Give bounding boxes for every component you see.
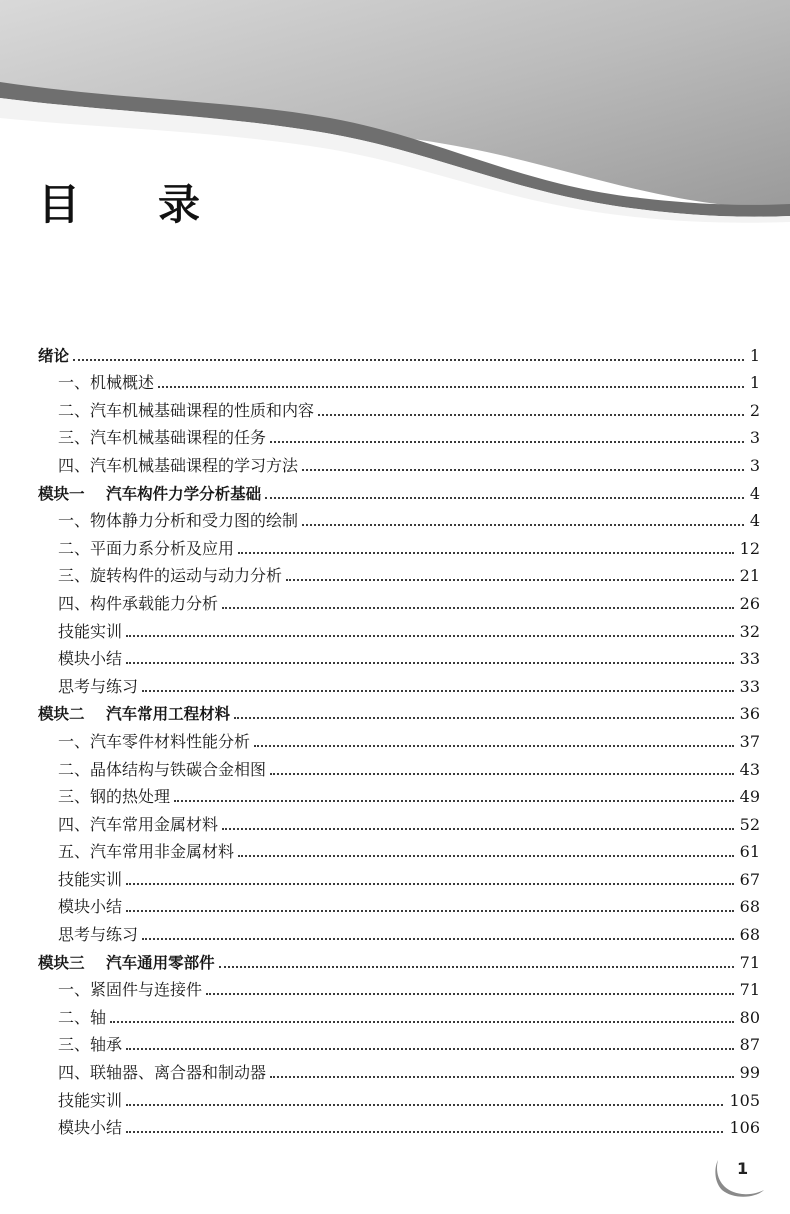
toc-entry-label: 模块小结	[58, 649, 123, 669]
toc-entry-page: 36	[739, 704, 760, 724]
toc-entry-page: 1	[749, 373, 760, 393]
toc-entry-page: 3	[749, 455, 760, 475]
toc-entry[interactable]	[38, 917, 760, 945]
toc-entry-page: 4	[749, 483, 760, 503]
dot-leader	[73, 359, 744, 361]
dot-leader	[302, 524, 744, 526]
toc-entry[interactable]	[38, 531, 760, 559]
toc-entry-page: 80	[739, 1007, 760, 1027]
dot-leader	[158, 386, 744, 388]
toc-section-entry[interactable]	[38, 338, 760, 366]
toc-entry[interactable]	[38, 421, 760, 449]
dot-leader	[270, 773, 734, 775]
toc-entry-label: 模块一 汽车构件力学分析基础	[38, 484, 262, 503]
dot-leader	[234, 717, 734, 719]
dot-leader	[222, 828, 734, 830]
toc-section-entry[interactable]	[38, 697, 760, 725]
dot-leader	[254, 745, 734, 747]
dot-leader	[126, 635, 734, 637]
toc-entry-page: 71	[739, 952, 760, 972]
toc-entry-page: 43	[739, 759, 760, 779]
toc-entry[interactable]	[38, 1000, 760, 1028]
dot-leader	[126, 1104, 723, 1106]
toc-entry-label: 思考与练习	[58, 925, 139, 945]
page-number: 1	[737, 1159, 749, 1178]
toc-entry[interactable]	[38, 669, 760, 697]
toc-entry-label: 模块三 汽车通用零部件	[38, 953, 215, 972]
toc-entry-page: 52	[739, 814, 760, 834]
toc-entry-page: 3	[749, 428, 760, 448]
toc-entry-page: 32	[739, 621, 760, 641]
toc-entry-page: 2	[749, 400, 760, 420]
dot-leader	[174, 800, 734, 802]
toc-entry-page: 68	[739, 925, 760, 945]
toc-entry-label: 模块小结	[58, 897, 123, 917]
dot-leader	[238, 552, 734, 554]
page-title	[38, 172, 200, 232]
toc-entry-label: 一、物体静力分析和受力图的绘制	[58, 511, 299, 531]
toc-entry-page: 33	[739, 676, 760, 696]
toc-entry-page: 21	[739, 566, 760, 586]
toc-entry[interactable]	[38, 862, 760, 890]
toc-entry-label: 一、汽车零件材料性能分析	[58, 731, 251, 751]
toc-section-entry[interactable]	[38, 476, 760, 504]
toc-entry-page: 1	[749, 345, 760, 365]
toc-entry-label: 四、构件承载能力分析	[58, 593, 219, 613]
dot-leader	[219, 966, 734, 968]
toc-entry[interactable]	[38, 1055, 760, 1083]
toc-entry[interactable]	[38, 393, 760, 421]
dot-leader	[126, 910, 734, 912]
toc-entry-page: 61	[739, 842, 760, 862]
toc-entry-page: 4	[749, 511, 760, 531]
dot-leader	[126, 662, 734, 664]
toc-entry-label: 四、汽车机械基础课程的学习方法	[58, 455, 299, 475]
toc-entry-label: 技能实训	[58, 621, 123, 641]
title-char-1: 目	[38, 180, 81, 229]
toc-entry-label: 模块小结	[58, 1118, 123, 1138]
toc-entry-page: 12	[739, 538, 760, 558]
dot-leader	[238, 855, 734, 857]
toc-entry[interactable]	[38, 752, 760, 780]
toc-entry-label: 三、汽车机械基础课程的任务	[58, 428, 267, 448]
toc-entry[interactable]	[38, 835, 760, 863]
toc-entry-label: 二、晶体结构与铁碳合金相图	[58, 759, 267, 779]
toc-entry-page: 106	[729, 1118, 760, 1138]
toc-entry[interactable]	[38, 1111, 760, 1139]
dot-leader	[206, 993, 734, 995]
dot-leader	[126, 1048, 734, 1050]
toc-entry-label: 绪论	[38, 346, 70, 365]
dot-leader	[222, 607, 734, 609]
table-of-contents	[38, 338, 760, 1138]
toc-entry-label: 三、轴承	[58, 1035, 123, 1055]
toc-entry-label: 五、汽车常用非金属材料	[58, 842, 235, 862]
toc-entry-label: 一、机械概述	[58, 373, 155, 393]
toc-entry[interactable]	[38, 780, 760, 808]
dot-leader	[126, 883, 734, 885]
toc-entry[interactable]	[38, 807, 760, 835]
toc-entry[interactable]	[38, 586, 760, 614]
toc-entry-label: 技能实训	[58, 869, 123, 889]
toc-entry-label: 二、平面力系分析及应用	[58, 538, 235, 558]
dot-leader	[142, 690, 734, 692]
toc-entry-page: 68	[739, 897, 760, 917]
toc-section-entry[interactable]	[38, 945, 760, 973]
dot-leader	[270, 1076, 734, 1078]
toc-entry-page: 37	[739, 731, 760, 751]
toc-entry[interactable]	[38, 1028, 760, 1056]
toc-entry[interactable]	[38, 724, 760, 752]
toc-entry[interactable]	[38, 973, 760, 1001]
toc-entry-page: 87	[739, 1035, 760, 1055]
dot-leader	[126, 1131, 723, 1133]
toc-entry-label: 思考与练习	[58, 676, 139, 696]
toc-entry-label: 三、旋转构件的运动与动力分析	[58, 566, 283, 586]
toc-entry-page: 49	[739, 787, 760, 807]
toc-entry-page: 105	[729, 1090, 760, 1110]
dot-leader	[302, 469, 744, 471]
toc-entry-page: 71	[739, 980, 760, 1000]
toc-entry-label: 模块二 汽车常用工程材料	[38, 705, 231, 724]
toc-entry-label: 二、轴	[58, 1007, 107, 1027]
toc-entry-page: 67	[739, 869, 760, 889]
toc-entry-page: 33	[739, 649, 760, 669]
toc-entry[interactable]	[38, 1083, 760, 1111]
dot-leader	[142, 938, 734, 940]
toc-entry-page: 26	[739, 593, 760, 613]
toc-entry[interactable]	[38, 559, 760, 587]
dot-leader	[110, 1021, 734, 1023]
toc-entry-label: 二、汽车机械基础课程的性质和内容	[58, 400, 315, 420]
toc-entry[interactable]	[38, 642, 760, 670]
title-char-2: 录	[158, 180, 201, 229]
toc-entry-label: 四、联轴器、离合器和制动器	[58, 1063, 267, 1083]
toc-entry-label: 技能实训	[58, 1090, 123, 1110]
dot-leader	[318, 414, 744, 416]
toc-entry-label: 四、汽车常用金属材料	[58, 814, 219, 834]
dot-leader	[270, 441, 744, 443]
toc-entry-page: 99	[739, 1063, 760, 1083]
toc-entry-label: 一、紧固件与连接件	[58, 980, 203, 1000]
toc-entry[interactable]	[38, 614, 760, 642]
toc-entry-label: 三、钢的热处理	[58, 787, 171, 807]
page-number-badge	[712, 1156, 764, 1200]
toc-entry[interactable]	[38, 890, 760, 918]
toc-entry[interactable]	[38, 366, 760, 394]
dot-leader	[265, 497, 744, 499]
dot-leader	[286, 579, 734, 581]
toc-entry[interactable]	[38, 504, 760, 532]
toc-entry[interactable]	[38, 448, 760, 476]
